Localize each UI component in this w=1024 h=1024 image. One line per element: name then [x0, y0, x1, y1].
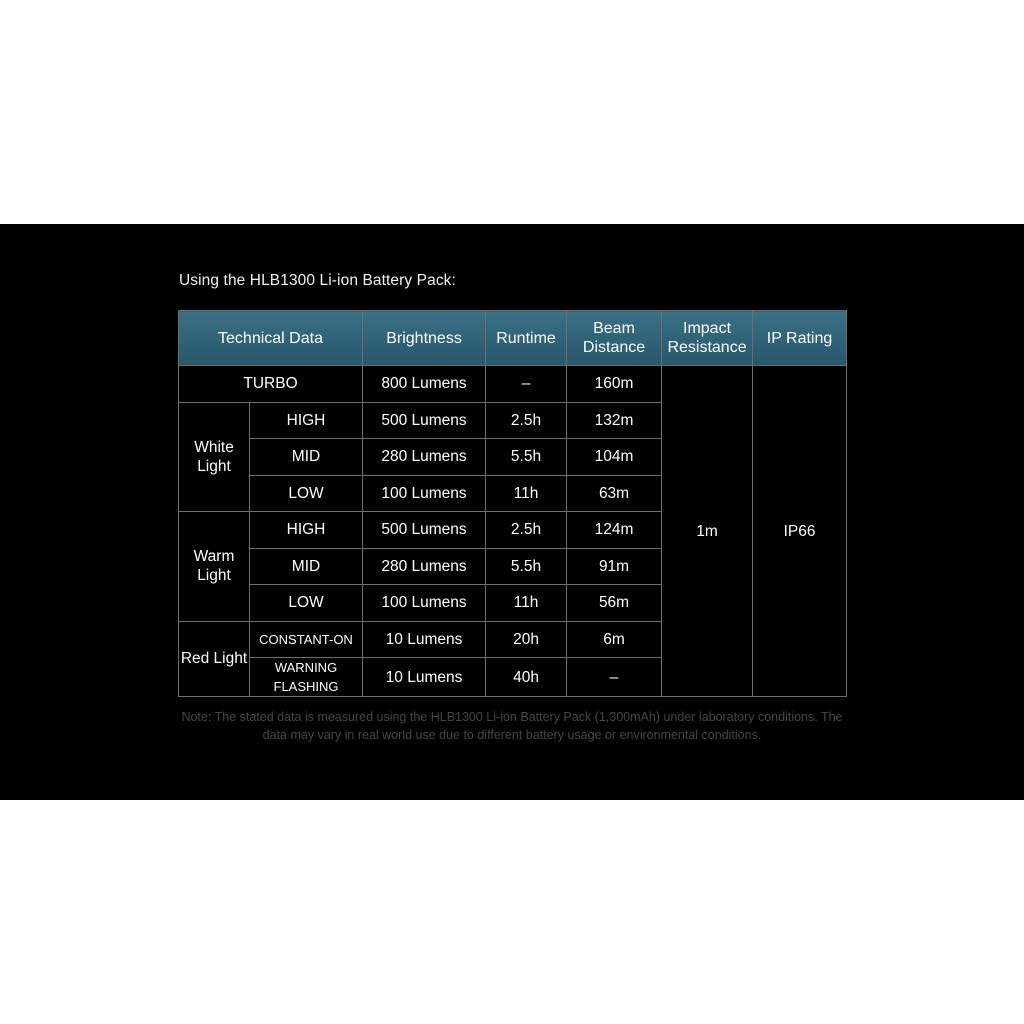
- group-label-red: Red Light: [179, 621, 250, 697]
- runtime-cell: 20h: [486, 621, 567, 658]
- mode-cell: TURBO: [179, 366, 363, 403]
- brightness-cell: 100 Lumens: [363, 475, 486, 512]
- group-label-white: White Light: [179, 402, 250, 512]
- brightness-cell: 10 Lumens: [363, 621, 486, 658]
- table-row: [179, 366, 847, 403]
- mode-cell: WARNING FLASHING: [250, 658, 363, 697]
- header-impact-resistance: Impact Resistance: [662, 311, 753, 366]
- mode-cell: MID: [250, 548, 363, 585]
- runtime-cell: –: [486, 366, 567, 403]
- runtime-cell: 11h: [486, 585, 567, 622]
- mode-cell: LOW: [250, 585, 363, 622]
- runtime-cell: 2.5h: [486, 402, 567, 439]
- beam-cell: 132m: [567, 402, 662, 439]
- beam-cell: –: [567, 658, 662, 697]
- brightness-cell: 500 Lumens: [363, 402, 486, 439]
- header-row: [179, 311, 847, 366]
- impact-resistance-value: 1m: [662, 366, 753, 697]
- header-runtime: Runtime: [486, 311, 567, 366]
- runtime-cell: 5.5h: [486, 548, 567, 585]
- mode-cell: MID: [250, 439, 363, 476]
- brightness-cell: 500 Lumens: [363, 512, 486, 549]
- brightness-cell: 280 Lumens: [363, 439, 486, 476]
- brightness-cell: 10 Lumens: [363, 658, 486, 697]
- beam-cell: 91m: [567, 548, 662, 585]
- brightness-cell: 800 Lumens: [363, 366, 486, 403]
- runtime-cell: 40h: [486, 658, 567, 697]
- mode-cell: HIGH: [250, 512, 363, 549]
- beam-cell: 104m: [567, 439, 662, 476]
- group-label-warm: Warm Light: [179, 512, 250, 622]
- mode-cell: CONSTANT-ON: [250, 621, 363, 658]
- ip-rating-value: IP66: [753, 366, 847, 697]
- runtime-cell: 2.5h: [486, 512, 567, 549]
- brightness-cell: 280 Lumens: [363, 548, 486, 585]
- spec-table: [178, 310, 847, 697]
- beam-cell: 56m: [567, 585, 662, 622]
- header-brightness: Brightness: [363, 311, 486, 366]
- mode-cell: LOW: [250, 475, 363, 512]
- beam-cell: 160m: [567, 366, 662, 403]
- beam-cell: 63m: [567, 475, 662, 512]
- footnote: Note: The stated data is measured using the HLB1300 Li-ion Battery Pack (1,300mAh) under laboratory conditions. The data may vary in real world use due to different battery usage or environmental conditions.: [181, 710, 843, 742]
- mode-cell: HIGH: [250, 402, 363, 439]
- table-caption: Using the HLB1300 Li-ion Battery Pack:: [179, 272, 456, 289]
- runtime-cell: 5.5h: [486, 439, 567, 476]
- beam-cell: 124m: [567, 512, 662, 549]
- header-ip-rating: IP Rating: [753, 311, 847, 366]
- header-beam-distance: Beam Distance: [567, 311, 662, 366]
- runtime-cell: 11h: [486, 475, 567, 512]
- header-technical-data: Technical Data: [179, 311, 363, 366]
- brightness-cell: 100 Lumens: [363, 585, 486, 622]
- beam-cell: 6m: [567, 621, 662, 658]
